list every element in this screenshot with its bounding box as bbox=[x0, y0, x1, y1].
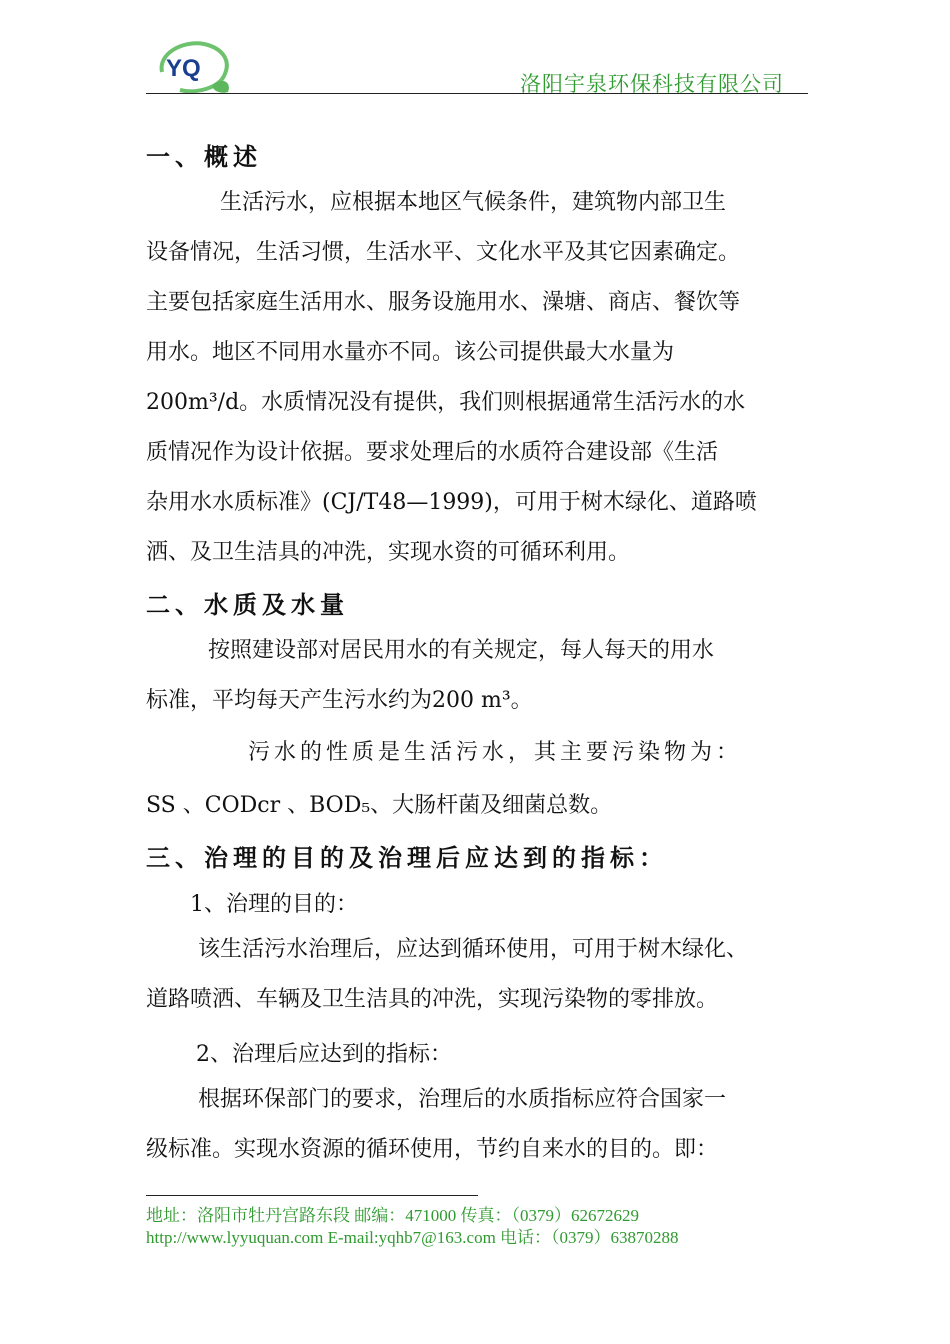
paragraph-line: 级标准。实现水资源的循环使用，节约自来水的目的。即： bbox=[146, 1137, 719, 1162]
section-2-paragraph bbox=[146, 626, 811, 726]
company-logo bbox=[152, 36, 234, 98]
paragraph-line: 200m³/d。水质情况没有提供，我们则根据通常生活污水的水 bbox=[146, 390, 746, 415]
paragraph-line: 标准，平均每天产生污水约为200 m³。 bbox=[146, 688, 533, 713]
paragraph-line: 按照建设部对居民用水的有关规定，每人每天的用水 bbox=[208, 638, 715, 663]
footer-address: 地址：洛阳市牡丹宫路东段 邮编：471000 传真：（0379）62672629 bbox=[146, 1206, 639, 1225]
paragraph-line: 生活污水，应根据本地区气候条件，建筑物内部卫生 bbox=[220, 190, 727, 215]
paragraph-line: 该生活污水治理后，应达到循环使用，可用于树木绿化、 bbox=[198, 937, 749, 962]
pollutant-list: SS 、CODcr 、BOD₅、大肠杆菌及细菌总数。 bbox=[146, 793, 613, 818]
footer-divider bbox=[146, 1195, 478, 1196]
subsection-1-paragraph bbox=[146, 925, 811, 1025]
section-3-title: 三、治理的目的及治理后应达到的指标： bbox=[146, 843, 668, 872]
paragraph-line: 设备情况，生活习惯，生活水平、文化水平及其它因素确定。 bbox=[146, 240, 741, 265]
paragraph-line: 质情况作为设计依据。要求处理后的水质符合建设部《生活 bbox=[146, 440, 719, 465]
header-divider bbox=[146, 93, 808, 94]
paragraph-line: 用水。地区不同用水量亦不同。该公司提供最大水量为 bbox=[146, 340, 675, 365]
paragraph-line: 根据环保部门的要求，治理后的水质指标应符合国家一 bbox=[198, 1087, 727, 1112]
pollutant-intro: 污水的性质是生活污水，其主要污染物为： bbox=[248, 740, 743, 765]
section-1-paragraph bbox=[146, 178, 811, 578]
paragraph-line: 洒、及卫生洁具的冲洗，实现水资的可循环利用。 bbox=[146, 540, 631, 565]
paragraph-line: 杂用水水质标准》(CJ/T48—1999)，可用于树木绿化、道路喷 bbox=[146, 490, 757, 515]
section-2-title: 二、水质及水量 bbox=[146, 590, 349, 619]
company-name: 洛阳宇泉环保科技有限公司 bbox=[520, 72, 784, 96]
section-1-title: 一、概述 bbox=[146, 142, 262, 171]
footer-contact: http://www.lyyuquan.com E-mail:yqhb7@163.com 电话：（0379）63870288 bbox=[146, 1228, 679, 1247]
subsection-2-title: 2、治理后应达到的指标： bbox=[196, 1042, 452, 1067]
subsection-1-title: 1、治理的目的： bbox=[190, 892, 358, 917]
paragraph-line: 主要包括家庭生活用水、服务设施用水、澡塘、商店、餐饮等 bbox=[146, 290, 741, 315]
logo-text: YQ bbox=[166, 55, 201, 82]
paragraph-line: 道路喷洒、车辆及卫生洁具的冲洗，实现污染物的零排放。 bbox=[146, 987, 719, 1012]
subsection-2-paragraph bbox=[146, 1075, 811, 1175]
